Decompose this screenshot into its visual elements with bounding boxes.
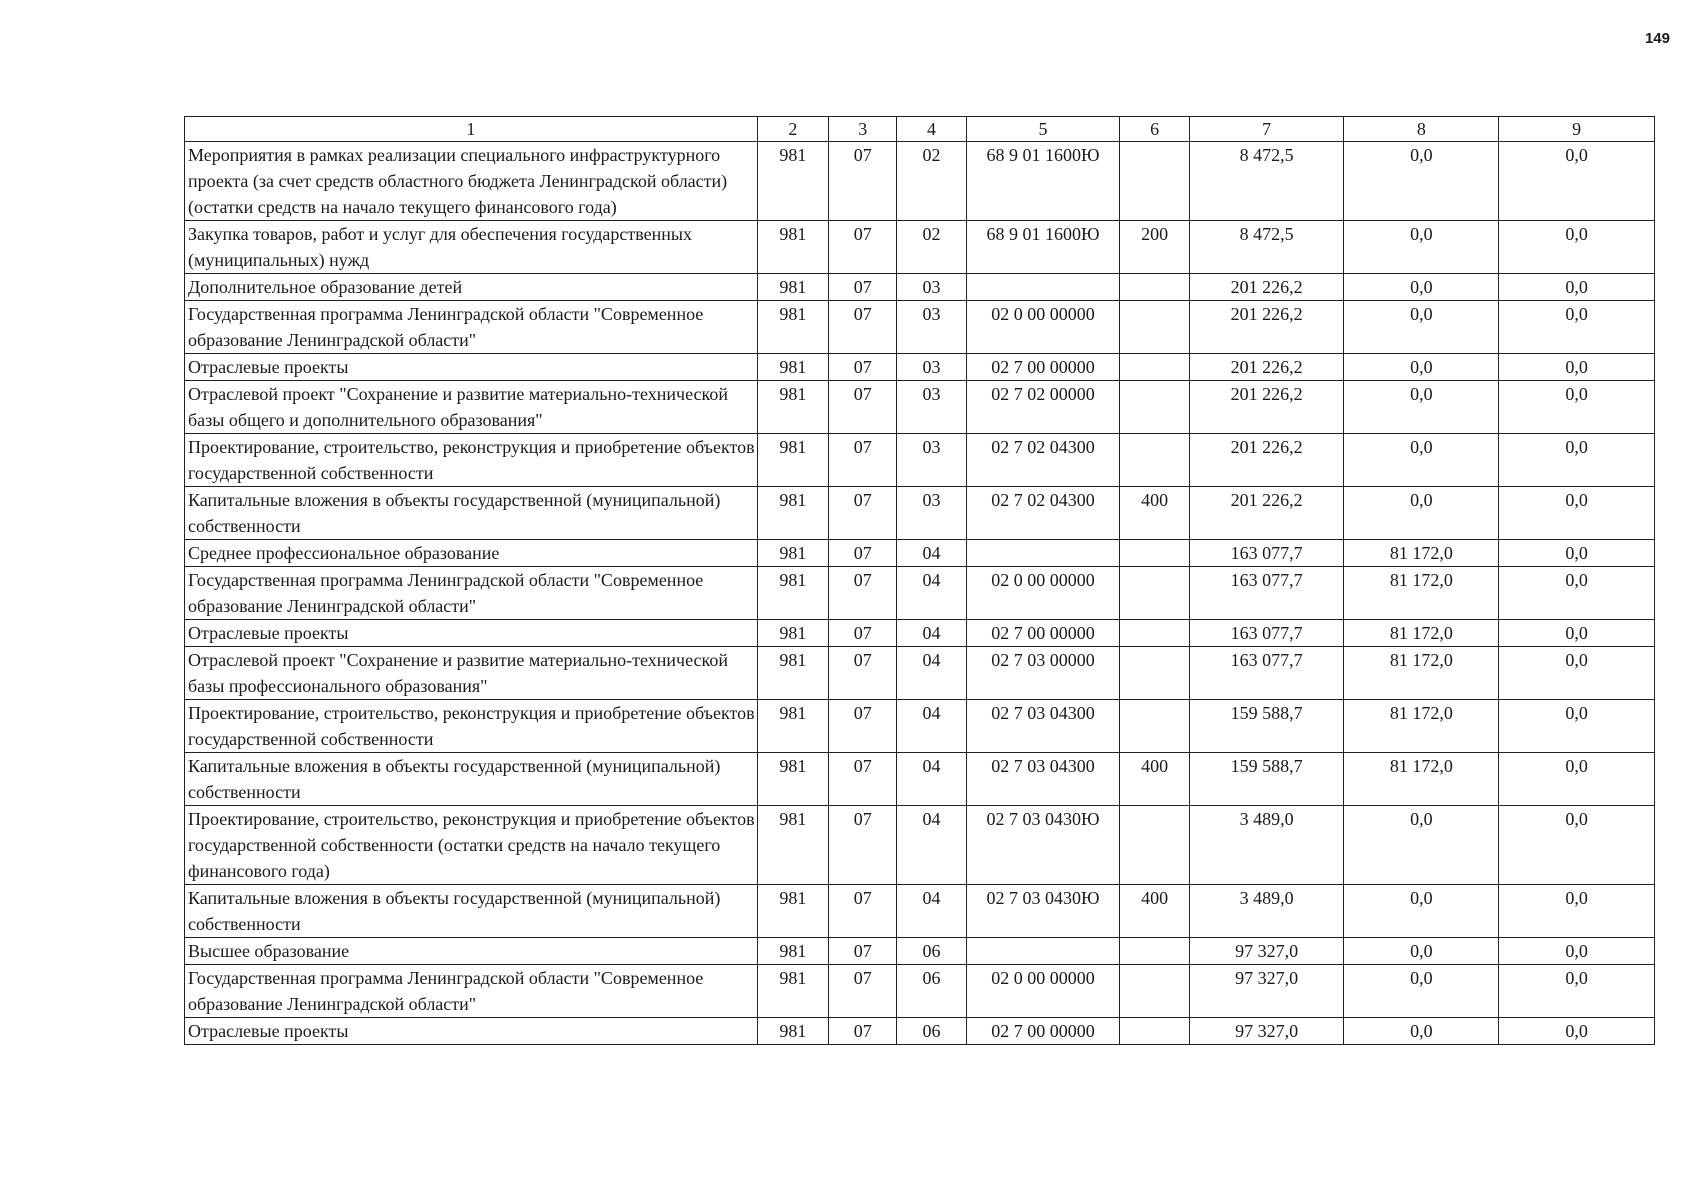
- table-body: [185, 117, 1655, 1045]
- admin-code-cell: 981: [757, 1018, 828, 1045]
- amount-col7-cell: 3 489,0: [1189, 885, 1344, 938]
- header-cell: 8: [1344, 117, 1499, 142]
- target-article-cell: 68 9 01 1600Ю: [966, 142, 1120, 221]
- amount-col9-cell: 0,0: [1499, 381, 1655, 434]
- amount-col7-cell: 163 077,7: [1189, 620, 1344, 647]
- subsection-cell: 04: [897, 567, 966, 620]
- section-cell: 07: [829, 885, 897, 938]
- table-row: [185, 806, 1655, 885]
- target-article-cell: 02 7 00 00000: [966, 620, 1120, 647]
- admin-code-cell: 981: [757, 487, 828, 540]
- amount-col9-cell: 0,0: [1499, 620, 1655, 647]
- item-name-cell: Отраслевой проект "Сохранение и развитие материально-технической базы общего и дополнительного образования": [185, 381, 758, 434]
- expense-type-cell: [1120, 647, 1189, 700]
- amount-col9-cell: 0,0: [1499, 1018, 1655, 1045]
- admin-code-cell: 981: [757, 567, 828, 620]
- amount-col9-cell: 0,0: [1499, 354, 1655, 381]
- amount-col8-cell: 0,0: [1344, 1018, 1499, 1045]
- amount-col7-cell: 159 588,7: [1189, 753, 1344, 806]
- expense-type-cell: 400: [1120, 885, 1189, 938]
- item-name-cell: Дополнительное образование детей: [185, 274, 758, 301]
- admin-code-cell: 981: [757, 142, 828, 221]
- amount-col8-cell: 81 172,0: [1344, 540, 1499, 567]
- amount-col7-cell: 201 226,2: [1189, 487, 1344, 540]
- amount-col7-cell: 163 077,7: [1189, 647, 1344, 700]
- section-cell: 07: [829, 938, 897, 965]
- amount-col9-cell: 0,0: [1499, 434, 1655, 487]
- amount-col8-cell: 0,0: [1344, 885, 1499, 938]
- amount-col9-cell: 0,0: [1499, 938, 1655, 965]
- item-name-cell: Отраслевой проект "Сохранение и развитие материально-технической базы профессионального образования": [185, 647, 758, 700]
- amount-col9-cell: 0,0: [1499, 753, 1655, 806]
- amount-col9-cell: 0,0: [1499, 221, 1655, 274]
- admin-code-cell: 981: [757, 965, 828, 1018]
- item-name-cell: Высшее образование: [185, 938, 758, 965]
- item-name-cell: Капитальные вложения в объекты государственной (муниципальной) собственности: [185, 753, 758, 806]
- item-name-cell: Государственная программа Ленинградской области "Современное образование Ленинградской области": [185, 965, 758, 1018]
- amount-col8-cell: 0,0: [1344, 274, 1499, 301]
- expense-type-cell: 200: [1120, 221, 1189, 274]
- subsection-cell: 04: [897, 700, 966, 753]
- expense-type-cell: [1120, 434, 1189, 487]
- amount-col8-cell: 0,0: [1344, 965, 1499, 1018]
- expense-type-cell: [1120, 1018, 1189, 1045]
- target-article-cell: 02 0 00 00000: [966, 567, 1120, 620]
- target-article-cell: 02 7 02 04300: [966, 434, 1120, 487]
- admin-code-cell: 981: [757, 221, 828, 274]
- header-row: [185, 117, 1655, 142]
- table-row: [185, 753, 1655, 806]
- amount-col8-cell: 81 172,0: [1344, 567, 1499, 620]
- item-name-cell: Капитальные вложения в объекты государственной (муниципальной) собственности: [185, 885, 758, 938]
- table-row: [185, 938, 1655, 965]
- target-article-cell: [966, 540, 1120, 567]
- subsection-cell: 04: [897, 540, 966, 567]
- subsection-cell: 03: [897, 487, 966, 540]
- header-cell: 1: [185, 117, 758, 142]
- table-row: [185, 221, 1655, 274]
- section-cell: 07: [829, 700, 897, 753]
- subsection-cell: 06: [897, 965, 966, 1018]
- amount-col9-cell: 0,0: [1499, 700, 1655, 753]
- section-cell: 07: [829, 647, 897, 700]
- expense-type-cell: [1120, 540, 1189, 567]
- target-article-cell: 02 7 03 00000: [966, 647, 1120, 700]
- item-name-cell: Проектирование, строительство, реконструкция и приобретение объектов государственной собственности: [185, 434, 758, 487]
- amount-col7-cell: 159 588,7: [1189, 700, 1344, 753]
- expense-type-cell: [1120, 938, 1189, 965]
- expense-type-cell: [1120, 354, 1189, 381]
- subsection-cell: 04: [897, 885, 966, 938]
- table-row: [185, 1018, 1655, 1045]
- target-article-cell: [966, 274, 1120, 301]
- target-article-cell: 02 0 00 00000: [966, 965, 1120, 1018]
- expense-type-cell: [1120, 301, 1189, 354]
- amount-col9-cell: 0,0: [1499, 274, 1655, 301]
- table-row: [185, 567, 1655, 620]
- amount-col8-cell: 0,0: [1344, 301, 1499, 354]
- target-article-cell: 68 9 01 1600Ю: [966, 221, 1120, 274]
- admin-code-cell: 981: [757, 806, 828, 885]
- amount-col8-cell: 81 172,0: [1344, 700, 1499, 753]
- section-cell: 07: [829, 1018, 897, 1045]
- table-row: [185, 301, 1655, 354]
- amount-col7-cell: 163 077,7: [1189, 567, 1344, 620]
- amount-col8-cell: 81 172,0: [1344, 647, 1499, 700]
- amount-col8-cell: 0,0: [1344, 142, 1499, 221]
- section-cell: 07: [829, 965, 897, 1018]
- section-cell: 07: [829, 221, 897, 274]
- subsection-cell: 03: [897, 354, 966, 381]
- amount-col7-cell: 201 226,2: [1189, 354, 1344, 381]
- admin-code-cell: 981: [757, 700, 828, 753]
- amount-col8-cell: 0,0: [1344, 354, 1499, 381]
- admin-code-cell: 981: [757, 274, 828, 301]
- admin-code-cell: 981: [757, 301, 828, 354]
- table-row: [185, 965, 1655, 1018]
- item-name-cell: Государственная программа Ленинградской области "Современное образование Ленинградской области": [185, 301, 758, 354]
- amount-col7-cell: 97 327,0: [1189, 938, 1344, 965]
- expense-type-cell: [1120, 567, 1189, 620]
- table-row: [185, 354, 1655, 381]
- item-name-cell: Закупка товаров, работ и услуг для обеспечения государственных (муниципальных) нужд: [185, 221, 758, 274]
- admin-code-cell: 981: [757, 647, 828, 700]
- target-article-cell: 02 7 02 00000: [966, 381, 1120, 434]
- target-article-cell: 02 7 00 00000: [966, 354, 1120, 381]
- table-row: [185, 487, 1655, 540]
- item-name-cell: Капитальные вложения в объекты государственной (муниципальной) собственности: [185, 487, 758, 540]
- section-cell: 07: [829, 620, 897, 647]
- amount-col8-cell: 0,0: [1344, 806, 1499, 885]
- expense-type-cell: 400: [1120, 487, 1189, 540]
- amount-col7-cell: 163 077,7: [1189, 540, 1344, 567]
- expense-type-cell: [1120, 142, 1189, 221]
- header-cell: 7: [1189, 117, 1344, 142]
- target-article-cell: 02 7 00 00000: [966, 1018, 1120, 1045]
- table-row: [185, 434, 1655, 487]
- amount-col9-cell: 0,0: [1499, 965, 1655, 1018]
- item-name-cell: Проектирование, строительство, реконструкция и приобретение объектов государственной собственности: [185, 700, 758, 753]
- subsection-cell: 03: [897, 434, 966, 487]
- table-row: [185, 274, 1655, 301]
- amount-col7-cell: 97 327,0: [1189, 965, 1344, 1018]
- table-row: [185, 647, 1655, 700]
- amount-col9-cell: 0,0: [1499, 540, 1655, 567]
- section-cell: 07: [829, 142, 897, 221]
- amount-col8-cell: 81 172,0: [1344, 620, 1499, 647]
- item-name-cell: Отраслевые проекты: [185, 620, 758, 647]
- expense-type-cell: [1120, 965, 1189, 1018]
- subsection-cell: 04: [897, 647, 966, 700]
- section-cell: 07: [829, 487, 897, 540]
- table-row: [185, 381, 1655, 434]
- item-name-cell: Отраслевые проекты: [185, 1018, 758, 1045]
- amount-col9-cell: 0,0: [1499, 142, 1655, 221]
- section-cell: 07: [829, 434, 897, 487]
- item-name-cell: Мероприятия в рамках реализации специального инфраструктурного проекта (за счет средств областного бюджета Ленинградской области) (остатки средств на начало текущего финансового года): [185, 142, 758, 221]
- subsection-cell: 02: [897, 221, 966, 274]
- page-number: 149: [1644, 30, 1670, 47]
- admin-code-cell: 981: [757, 434, 828, 487]
- expense-type-cell: [1120, 381, 1189, 434]
- subsection-cell: 03: [897, 381, 966, 434]
- amount-col9-cell: 0,0: [1499, 647, 1655, 700]
- section-cell: 07: [829, 806, 897, 885]
- amount-col8-cell: 0,0: [1344, 487, 1499, 540]
- amount-col8-cell: 0,0: [1344, 381, 1499, 434]
- table-row: [185, 540, 1655, 567]
- expense-type-cell: 400: [1120, 753, 1189, 806]
- table-row: [185, 142, 1655, 221]
- amount-col7-cell: 201 226,2: [1189, 381, 1344, 434]
- section-cell: 07: [829, 540, 897, 567]
- table-row: [185, 700, 1655, 753]
- amount-col7-cell: 201 226,2: [1189, 434, 1344, 487]
- target-article-cell: 02 7 03 04300: [966, 700, 1120, 753]
- section-cell: 07: [829, 274, 897, 301]
- expense-type-cell: [1120, 806, 1189, 885]
- target-article-cell: 02 7 03 0430Ю: [966, 885, 1120, 938]
- admin-code-cell: 981: [757, 753, 828, 806]
- section-cell: 07: [829, 381, 897, 434]
- amount-col7-cell: 201 226,2: [1189, 274, 1344, 301]
- table-row: [185, 885, 1655, 938]
- header-cell: 6: [1120, 117, 1189, 142]
- table-row: [185, 620, 1655, 647]
- amount-col7-cell: 3 489,0: [1189, 806, 1344, 885]
- amount-col9-cell: 0,0: [1499, 885, 1655, 938]
- target-article-cell: [966, 938, 1120, 965]
- target-article-cell: 02 0 00 00000: [966, 301, 1120, 354]
- expense-type-cell: [1120, 274, 1189, 301]
- subsection-cell: 04: [897, 753, 966, 806]
- amount-col7-cell: 8 472,5: [1189, 142, 1344, 221]
- header-cell: 3: [829, 117, 897, 142]
- amount-col8-cell: 81 172,0: [1344, 753, 1499, 806]
- header-cell: 2: [757, 117, 828, 142]
- amount-col9-cell: 0,0: [1499, 487, 1655, 540]
- header-cell: 9: [1499, 117, 1655, 142]
- subsection-cell: 06: [897, 1018, 966, 1045]
- amount-col8-cell: 0,0: [1344, 221, 1499, 274]
- header-cell: 4: [897, 117, 966, 142]
- target-article-cell: 02 7 03 0430Ю: [966, 806, 1120, 885]
- expense-type-cell: [1120, 700, 1189, 753]
- subsection-cell: 03: [897, 301, 966, 354]
- admin-code-cell: 981: [757, 540, 828, 567]
- item-name-cell: Отраслевые проекты: [185, 354, 758, 381]
- admin-code-cell: 981: [757, 354, 828, 381]
- subsection-cell: 06: [897, 938, 966, 965]
- amount-col9-cell: 0,0: [1499, 301, 1655, 354]
- target-article-cell: 02 7 03 04300: [966, 753, 1120, 806]
- subsection-cell: 02: [897, 142, 966, 221]
- amount-col9-cell: 0,0: [1499, 806, 1655, 885]
- subsection-cell: 04: [897, 806, 966, 885]
- expense-type-cell: [1120, 620, 1189, 647]
- section-cell: 07: [829, 567, 897, 620]
- amount-col8-cell: 0,0: [1344, 938, 1499, 965]
- budget-table: [184, 116, 1655, 1045]
- amount-col8-cell: 0,0: [1344, 434, 1499, 487]
- section-cell: 07: [829, 753, 897, 806]
- section-cell: 07: [829, 354, 897, 381]
- item-name-cell: Среднее профессиональное образование: [185, 540, 758, 567]
- admin-code-cell: 981: [757, 381, 828, 434]
- item-name-cell: Проектирование, строительство, реконструкция и приобретение объектов государственной собственности (остатки средств на начало текущего финансового года): [185, 806, 758, 885]
- admin-code-cell: 981: [757, 620, 828, 647]
- target-article-cell: 02 7 02 04300: [966, 487, 1120, 540]
- item-name-cell: Государственная программа Ленинградской области "Современное образование Ленинградской области": [185, 567, 758, 620]
- header-cell: 5: [966, 117, 1120, 142]
- amount-col9-cell: 0,0: [1499, 567, 1655, 620]
- admin-code-cell: 981: [757, 885, 828, 938]
- subsection-cell: 03: [897, 274, 966, 301]
- subsection-cell: 04: [897, 620, 966, 647]
- section-cell: 07: [829, 301, 897, 354]
- amount-col7-cell: 8 472,5: [1189, 221, 1344, 274]
- admin-code-cell: 981: [757, 938, 828, 965]
- amount-col7-cell: 97 327,0: [1189, 1018, 1344, 1045]
- amount-col7-cell: 201 226,2: [1189, 301, 1344, 354]
